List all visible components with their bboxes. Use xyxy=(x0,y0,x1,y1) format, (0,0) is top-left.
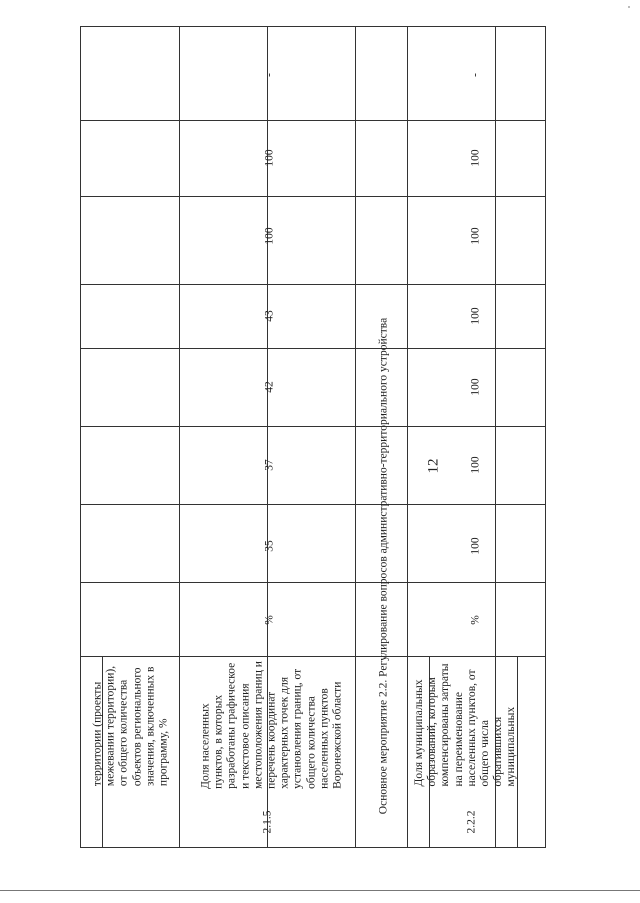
scan-speck xyxy=(628,6,630,8)
value-cell: 100 xyxy=(469,149,482,167)
column-divider xyxy=(179,26,180,848)
value-cell: - xyxy=(469,73,482,77)
value-cell: 100 xyxy=(469,227,482,245)
table-border-top xyxy=(80,26,546,27)
value-cell: 100 xyxy=(263,227,276,245)
row-divider xyxy=(80,504,546,505)
column-divider xyxy=(407,26,408,848)
value-cell: 100 xyxy=(469,456,482,474)
table-border-left xyxy=(80,26,81,848)
indicator-name-continued: территории (проекты межевании территории), от общего количества объектов регионального значения, включенных в программу, % xyxy=(91,665,170,787)
indicator-name: Доля муниципальных образований, которым компенсированы затраты на переименование населенных пунктов, от общего числа обратившихся муниципальных xyxy=(413,663,518,787)
row-divider xyxy=(80,196,546,197)
value-cell: 100 xyxy=(469,537,482,555)
scan-edge-line xyxy=(0,890,640,891)
value-cell: 35 xyxy=(263,540,276,552)
row-divider xyxy=(80,656,546,657)
row-divider xyxy=(80,120,546,121)
column-divider xyxy=(355,26,356,848)
row-divider xyxy=(80,426,546,427)
row-number: 2.1.5 xyxy=(261,810,274,834)
section-header: Основное мероприятие 2.2. Регулирование вопросов административно-территориального устройства xyxy=(377,317,390,815)
value-cell: 37 xyxy=(263,459,276,471)
table-border-bottom xyxy=(80,847,546,848)
row-divider xyxy=(80,284,546,285)
value-cell: - xyxy=(263,73,276,77)
value-cell: 100 xyxy=(469,378,482,396)
page-number: 12 xyxy=(425,458,442,474)
unit-cell: % xyxy=(469,615,482,625)
table-border-right xyxy=(545,26,546,848)
indicator-name: Доля населенных пунктов, в которых разработаны графическое и текстовое описания местоположения границ и перечень координат характерных точек для установления границ, от общего количества населенных пунктов Воронежской области xyxy=(199,661,344,789)
value-cell: 42 xyxy=(263,381,276,393)
value-cell: 100 xyxy=(469,307,482,325)
row-divider xyxy=(80,348,546,349)
unit-cell: % xyxy=(263,615,276,625)
value-cell: 100 xyxy=(263,149,276,167)
row-number: 2.2.2 xyxy=(465,810,478,834)
value-cell: 43 xyxy=(263,310,276,322)
row-divider xyxy=(80,582,546,583)
